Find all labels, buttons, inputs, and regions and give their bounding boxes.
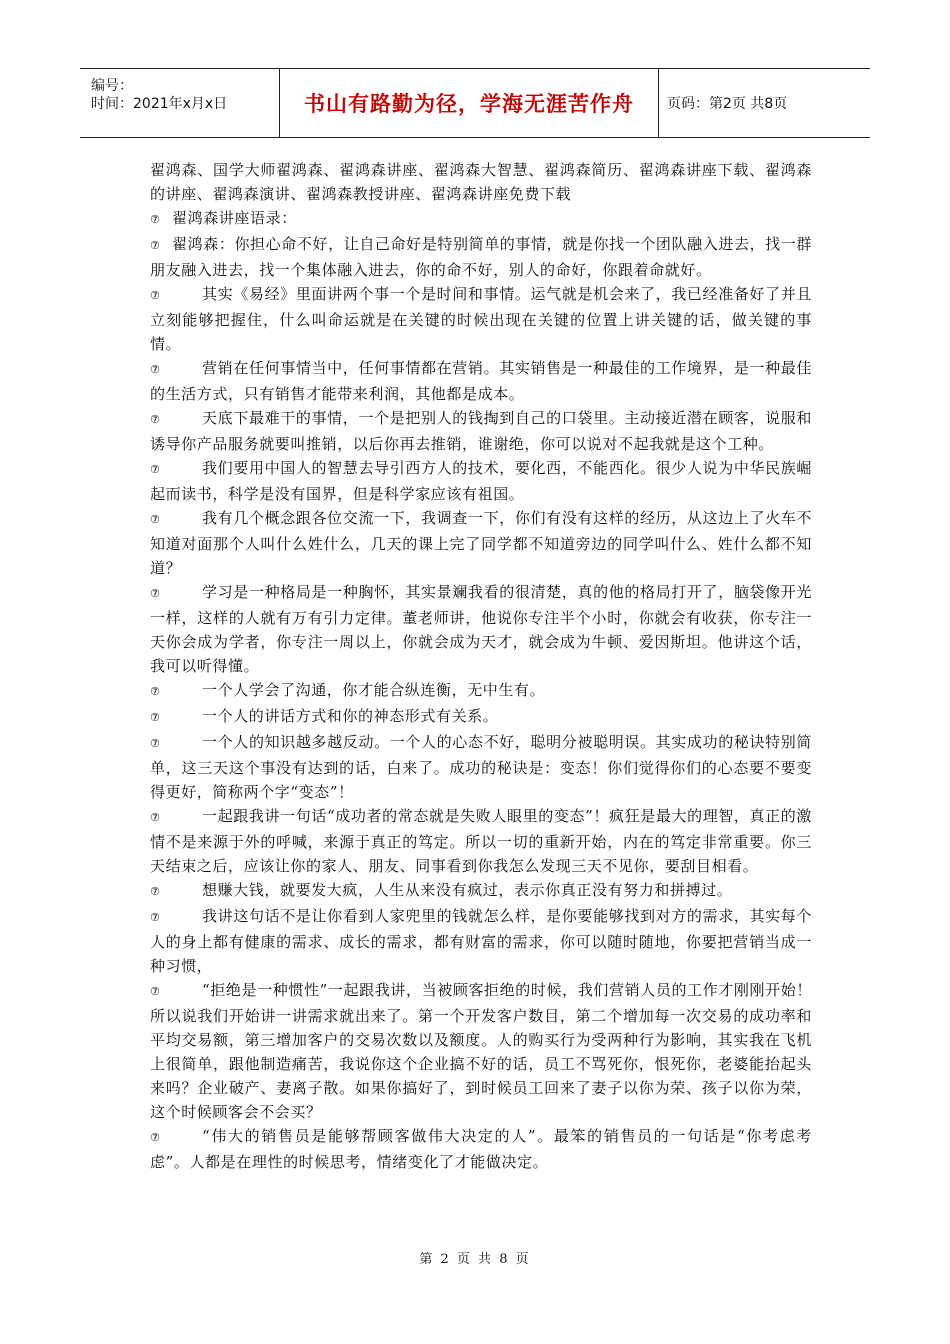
quote-text: 学习是一种格局是一种胸怀，其实景斓我看的很清楚，真的他的格局打开了，脑袋像开光一样，这样的人就有万有引力定律。董老师讲，他说你专注半个小时，你就会有收获，你专注一天你会成为学者，你专注一周以上，你就会成为天才，就会成为牛顿、爱因斯坦。他讲这个话，我可以听得懂。 bbox=[150, 583, 812, 675]
bullet-marker-icon: ⑦ bbox=[150, 213, 161, 226]
quote-paragraph bbox=[150, 580, 812, 678]
quote-paragraph bbox=[150, 232, 812, 282]
quote-text: 其实《易经》里面讲两个事一个是时间和事情。运气就是机会来了，我已经准备好了并且立刻能够把握住，什么叫命运就是在关键的时候出现在关键的位置上讲关键的话，做关键的事情。 bbox=[150, 285, 812, 353]
number-label: 编号： bbox=[91, 78, 133, 94]
quote-paragraph bbox=[150, 1124, 812, 1174]
header-meta bbox=[80, 69, 280, 137]
bullet-marker-icon: ⑦ bbox=[150, 289, 161, 302]
bullet-marker-icon: ⑦ bbox=[150, 413, 161, 426]
quote-text: 天底下最难干的事情，一个是把别人的钱掏到自己的口袋里。主动接近潜在顾客，说服和诱导你产品服务就要叫推销，以后你再去推销，谁谢绝，你可以说对不起我就是这个工种。 bbox=[150, 409, 812, 453]
bullet-marker-icon: ⑦ bbox=[150, 711, 161, 724]
quote-paragraph bbox=[150, 730, 812, 804]
intro-paragraph: 翟鸿森、国学大师翟鸿森、翟鸿森讲座、翟鸿森大智慧、翟鸿森简历、翟鸿森讲座下载、翟鸿森的讲座、翟鸿森演讲、翟鸿森教授讲座、翟鸿森讲座免费下载 bbox=[150, 161, 812, 203]
quote-text: 营销在任何事情当中，任何事情都在营销。其实销售是一种最佳的工作境界，是一种最佳的生活方式，只有销售才能带来利润，其他都是成本。 bbox=[150, 359, 812, 403]
quote-paragraph bbox=[150, 878, 812, 904]
bullet-marker-icon: ⑦ bbox=[150, 1131, 161, 1144]
bullet-marker-icon: ⑦ bbox=[150, 587, 161, 600]
bullet-marker-icon: ⑦ bbox=[150, 985, 161, 998]
quote-paragraph bbox=[150, 978, 812, 1124]
quote-paragraph bbox=[150, 282, 812, 356]
quote-paragraph bbox=[150, 904, 812, 978]
quote-paragraph bbox=[150, 678, 812, 704]
quote-text: 一个人的讲话方式和你的神态形式有关系。 bbox=[202, 707, 499, 725]
bullet-marker-icon: ⑦ bbox=[150, 239, 161, 252]
quote-text: 我们要用中国人的智慧去导引西方人的技术，要化西，不能西化。很少人说为中华民族崛起而读书，科学是没有国界，但是科学家应该有祖国。 bbox=[150, 459, 812, 503]
quote-text: 我讲这句话不是让你看到人家兜里的钱就怎么样，是你要能够找到对方的需求，其实每个人的身上都有健康的需求、成长的需求，都有财富的需求，你可以随时随地，你要把营销当成一种习惯， bbox=[150, 907, 812, 975]
quote-paragraph bbox=[150, 406, 812, 456]
quote-paragraph bbox=[150, 704, 812, 730]
header-motto bbox=[280, 69, 659, 137]
quote-text: 我有几个概念跟各位交流一下，我调查一下，你们有没有这样的经历，从这边上了火车不知道对面那个人叫什么姓什么，几天的课上完了同学都不知道旁边的同学叫什么、姓什么都不知道？ bbox=[150, 509, 812, 577]
bullet-marker-icon: ⑦ bbox=[150, 811, 161, 824]
bullet-marker-icon: ⑦ bbox=[150, 737, 161, 750]
bullet-marker-icon: ⑦ bbox=[150, 463, 161, 476]
bullet-marker-icon: ⑦ bbox=[150, 885, 161, 898]
quote-paragraph bbox=[150, 456, 812, 506]
quote-text: 一起跟我讲一句话“成功者的常态就是失败人眼里的变态”！疯狂是最大的理智，真正的激情不是来源于外的呼喊，来源于真正的笃定。所以一切的重新开始，内在的笃定非常重要。你三天结束之后，应该让你的家人、朋友、同事看到你我怎么发现三天不见你，要刮目相看。 bbox=[150, 807, 812, 875]
quote-paragraph bbox=[150, 506, 812, 580]
time-label: 时间：2021年x月x日 bbox=[91, 96, 228, 112]
page-header bbox=[80, 68, 870, 138]
quote-text: 翟鸿森：你担心命不好，让自己命好是特别简单的事情，就是你找一个团队融入进去，找一群朋友融入进去，找一个集体融入进去，你的命不好，别人的命好，你跟着命就好。 bbox=[150, 235, 812, 279]
quote-text: 一个人学会了沟通，你才能合纵连衡，无中生有。 bbox=[202, 681, 546, 699]
quote-paragraph bbox=[150, 804, 812, 878]
document-body bbox=[150, 158, 812, 1174]
bullet-marker-icon: ⑦ bbox=[150, 363, 161, 376]
quote-paragraph bbox=[150, 206, 812, 232]
header-page-info: 页码：第2页 共8页 bbox=[667, 96, 788, 112]
quote-text: 想赚大钱，就要发大疯，人生从来没有疯过，表示你真正没有努力和拼搏过。 bbox=[202, 881, 733, 899]
motto-text: 书山有路勤为径，学海无涯苦作舟 bbox=[304, 92, 634, 116]
bullet-marker-icon: ⑦ bbox=[150, 513, 161, 526]
page-footer: 第 2 页 共 8 页 bbox=[419, 1252, 531, 1267]
quote-text: “伟大的销售员是能够帮顾客做伟大决定的人”。最笨的销售员的一句话是“你考虑考虑”。人都是在理性的时候思考，情绪变化了才能做决定。 bbox=[150, 1127, 812, 1171]
quote-paragraph bbox=[150, 356, 812, 406]
quote-text: “拒绝是一种惯性”一起跟我讲，当被顾客拒绝的时候，我们营销人员的工作才刚刚开始！所以说我们开始讲一讲需求就出来了。第一个开发客户数目，第二个增加每一次交易的成功率和平均交易额，第三增加客户的交易次数以及额度。人的购买行为受两种行为影响，其实我在飞机上很简单，跟他制造痛苦，我说你这个企业搞不好的话，员工不骂死你，恨死你，老婆能抬起头来吗？企业破产、妻离子散。如果你搞好了，到时候员工回来了妻子以你为荣、孩子以你为荣，这个时候顾客会不会买？ bbox=[150, 981, 812, 1121]
quote-text: 一个人的知识越多越反动。一个人的心态不好，聪明分被聪明误。其实成功的秘诀特别简单，这三天这个事没有达到的话，白来了。成功的秘诀是：变态！你们觉得你们的心态要不要变得更好，简称两个字“变态”！ bbox=[150, 733, 812, 801]
quote-text: 翟鸿森讲座语录： bbox=[172, 209, 297, 227]
bullet-marker-icon: ⑦ bbox=[150, 685, 161, 698]
bullet-marker-icon: ⑦ bbox=[150, 911, 161, 924]
